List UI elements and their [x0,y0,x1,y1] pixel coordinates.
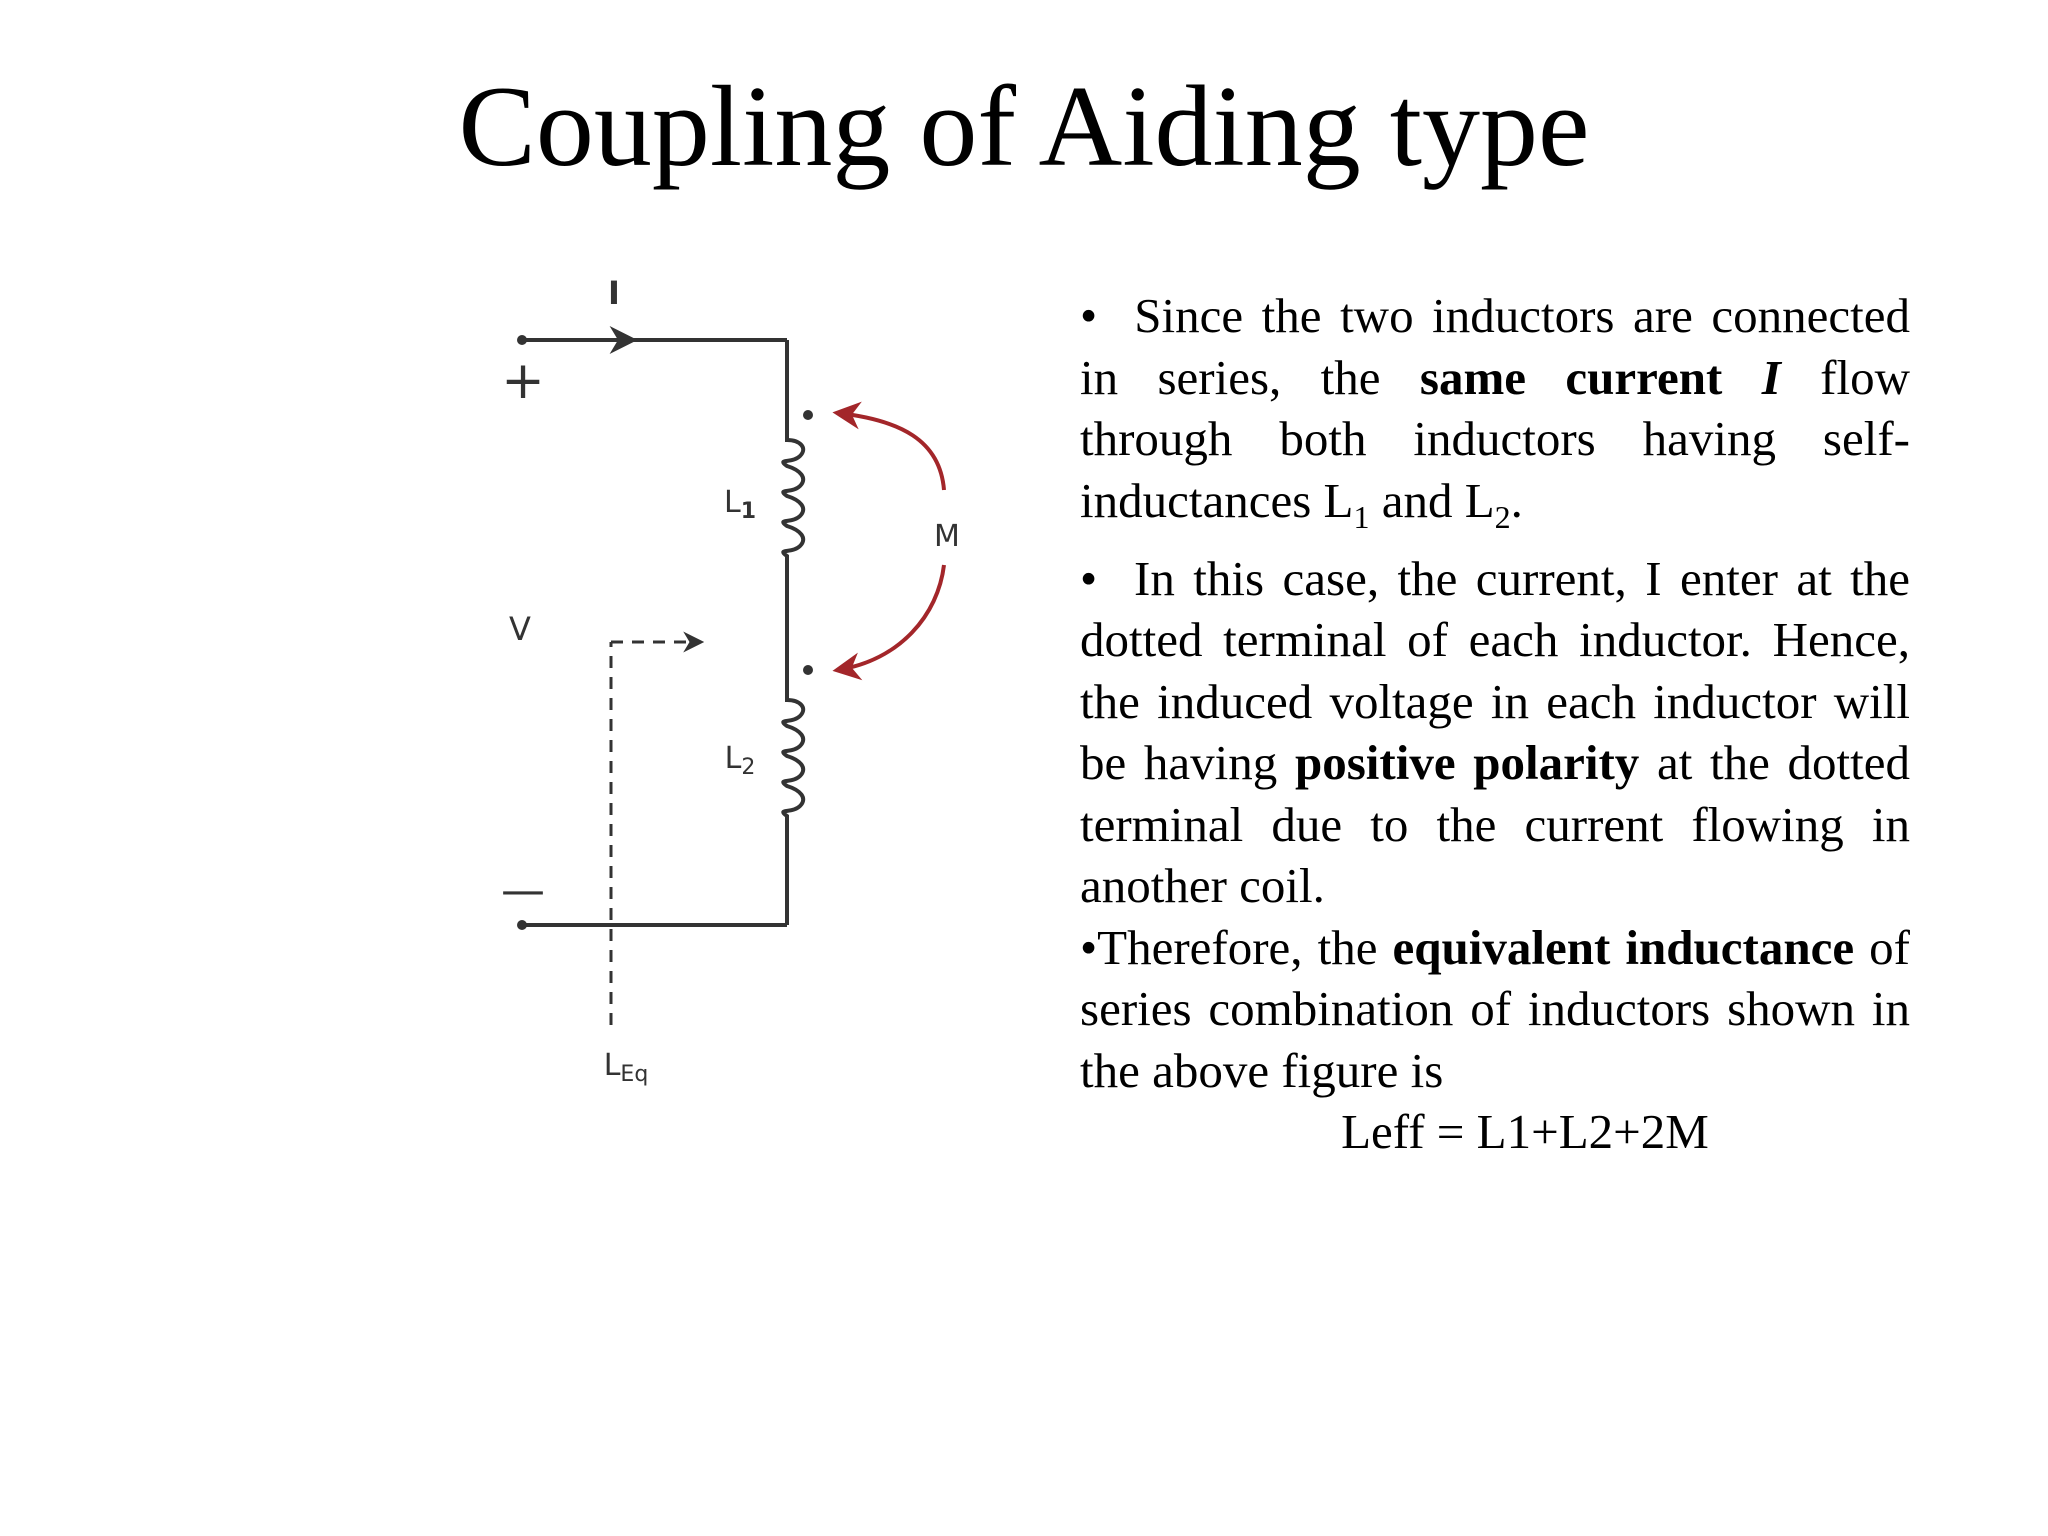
leq-label: $L_{Eq}$ [603,1048,649,1087]
p2-text-c: at the dotted terminal due to the current flowing in another coil. [1080,735,1910,914]
bottom-terminal-dot [517,920,527,930]
plus-sign: + [501,351,545,411]
p3-text-c: of series combination of inductors shown in the above figure is [1080,919,1910,1098]
formula-leff: Leff = L1+L2+2M [1341,1104,1709,1160]
bullet-1: • [1080,288,1098,343]
p1-text-h: . [1510,472,1523,528]
bullet-2: • [1080,550,1098,606]
top-wire [517,335,787,400]
l1-dot-marker [803,410,813,420]
circuit-diagram [460,260,1020,1120]
inductor-l1 [783,400,813,660]
slide-title-text: Coupling of Aiding type [458,63,1590,191]
l2-dot-marker [803,665,813,675]
leq-dashed-path [611,642,700,1025]
p1-sub-2: 2 [1494,498,1511,535]
p1-text-f: and L [1369,472,1495,528]
l1-label: $L_1$ [723,485,757,524]
paragraph-same-current [1080,285,1910,548]
inductor-l2 [783,660,813,925]
p1-text-a: Since the two inductors are connected in series, the [1080,288,1910,405]
explanation-text [1080,285,1910,1163]
p1-emphasis-same-current: same current [1419,349,1762,405]
voltage-label: V [509,610,531,648]
paragraph-equivalent [1080,917,1910,1102]
slide-title [0,62,2048,192]
p1-sub-1: 1 [1353,498,1370,535]
bullet-3: • [1080,919,1098,975]
mutual-arrow-top [838,413,944,490]
mutual-label: M [934,519,960,554]
bottom-wire [517,920,787,930]
current-label: I [608,274,620,312]
p3-text-a: Therefore, the [1097,919,1393,975]
paragraph-dotted-terminal [1080,548,1910,917]
inductor-l1-coil [783,400,803,660]
mutual-inductance-arrows [838,413,944,670]
minus-sign: — [501,865,545,916]
p1-emphasis-current-symbol: I [1761,349,1781,405]
mutual-arrow-bottom [838,565,944,670]
circuit-svg [460,260,1020,1120]
l2-label: $L_2$ [724,741,756,780]
inductor-l2-coil [783,660,803,925]
p1-text-d: flow through both inductors having self-inductances L [1080,349,1910,528]
p3-emphasis-equivalent-inductance: equivalent inductance [1392,919,1855,975]
p2-emphasis-positive-polarity: positive polarity [1294,735,1640,791]
p2-text-a: In this case, the current, I enter at the dotted terminal of each inductor. Hence, the induced voltage in each inductor will be having [1080,550,1911,791]
